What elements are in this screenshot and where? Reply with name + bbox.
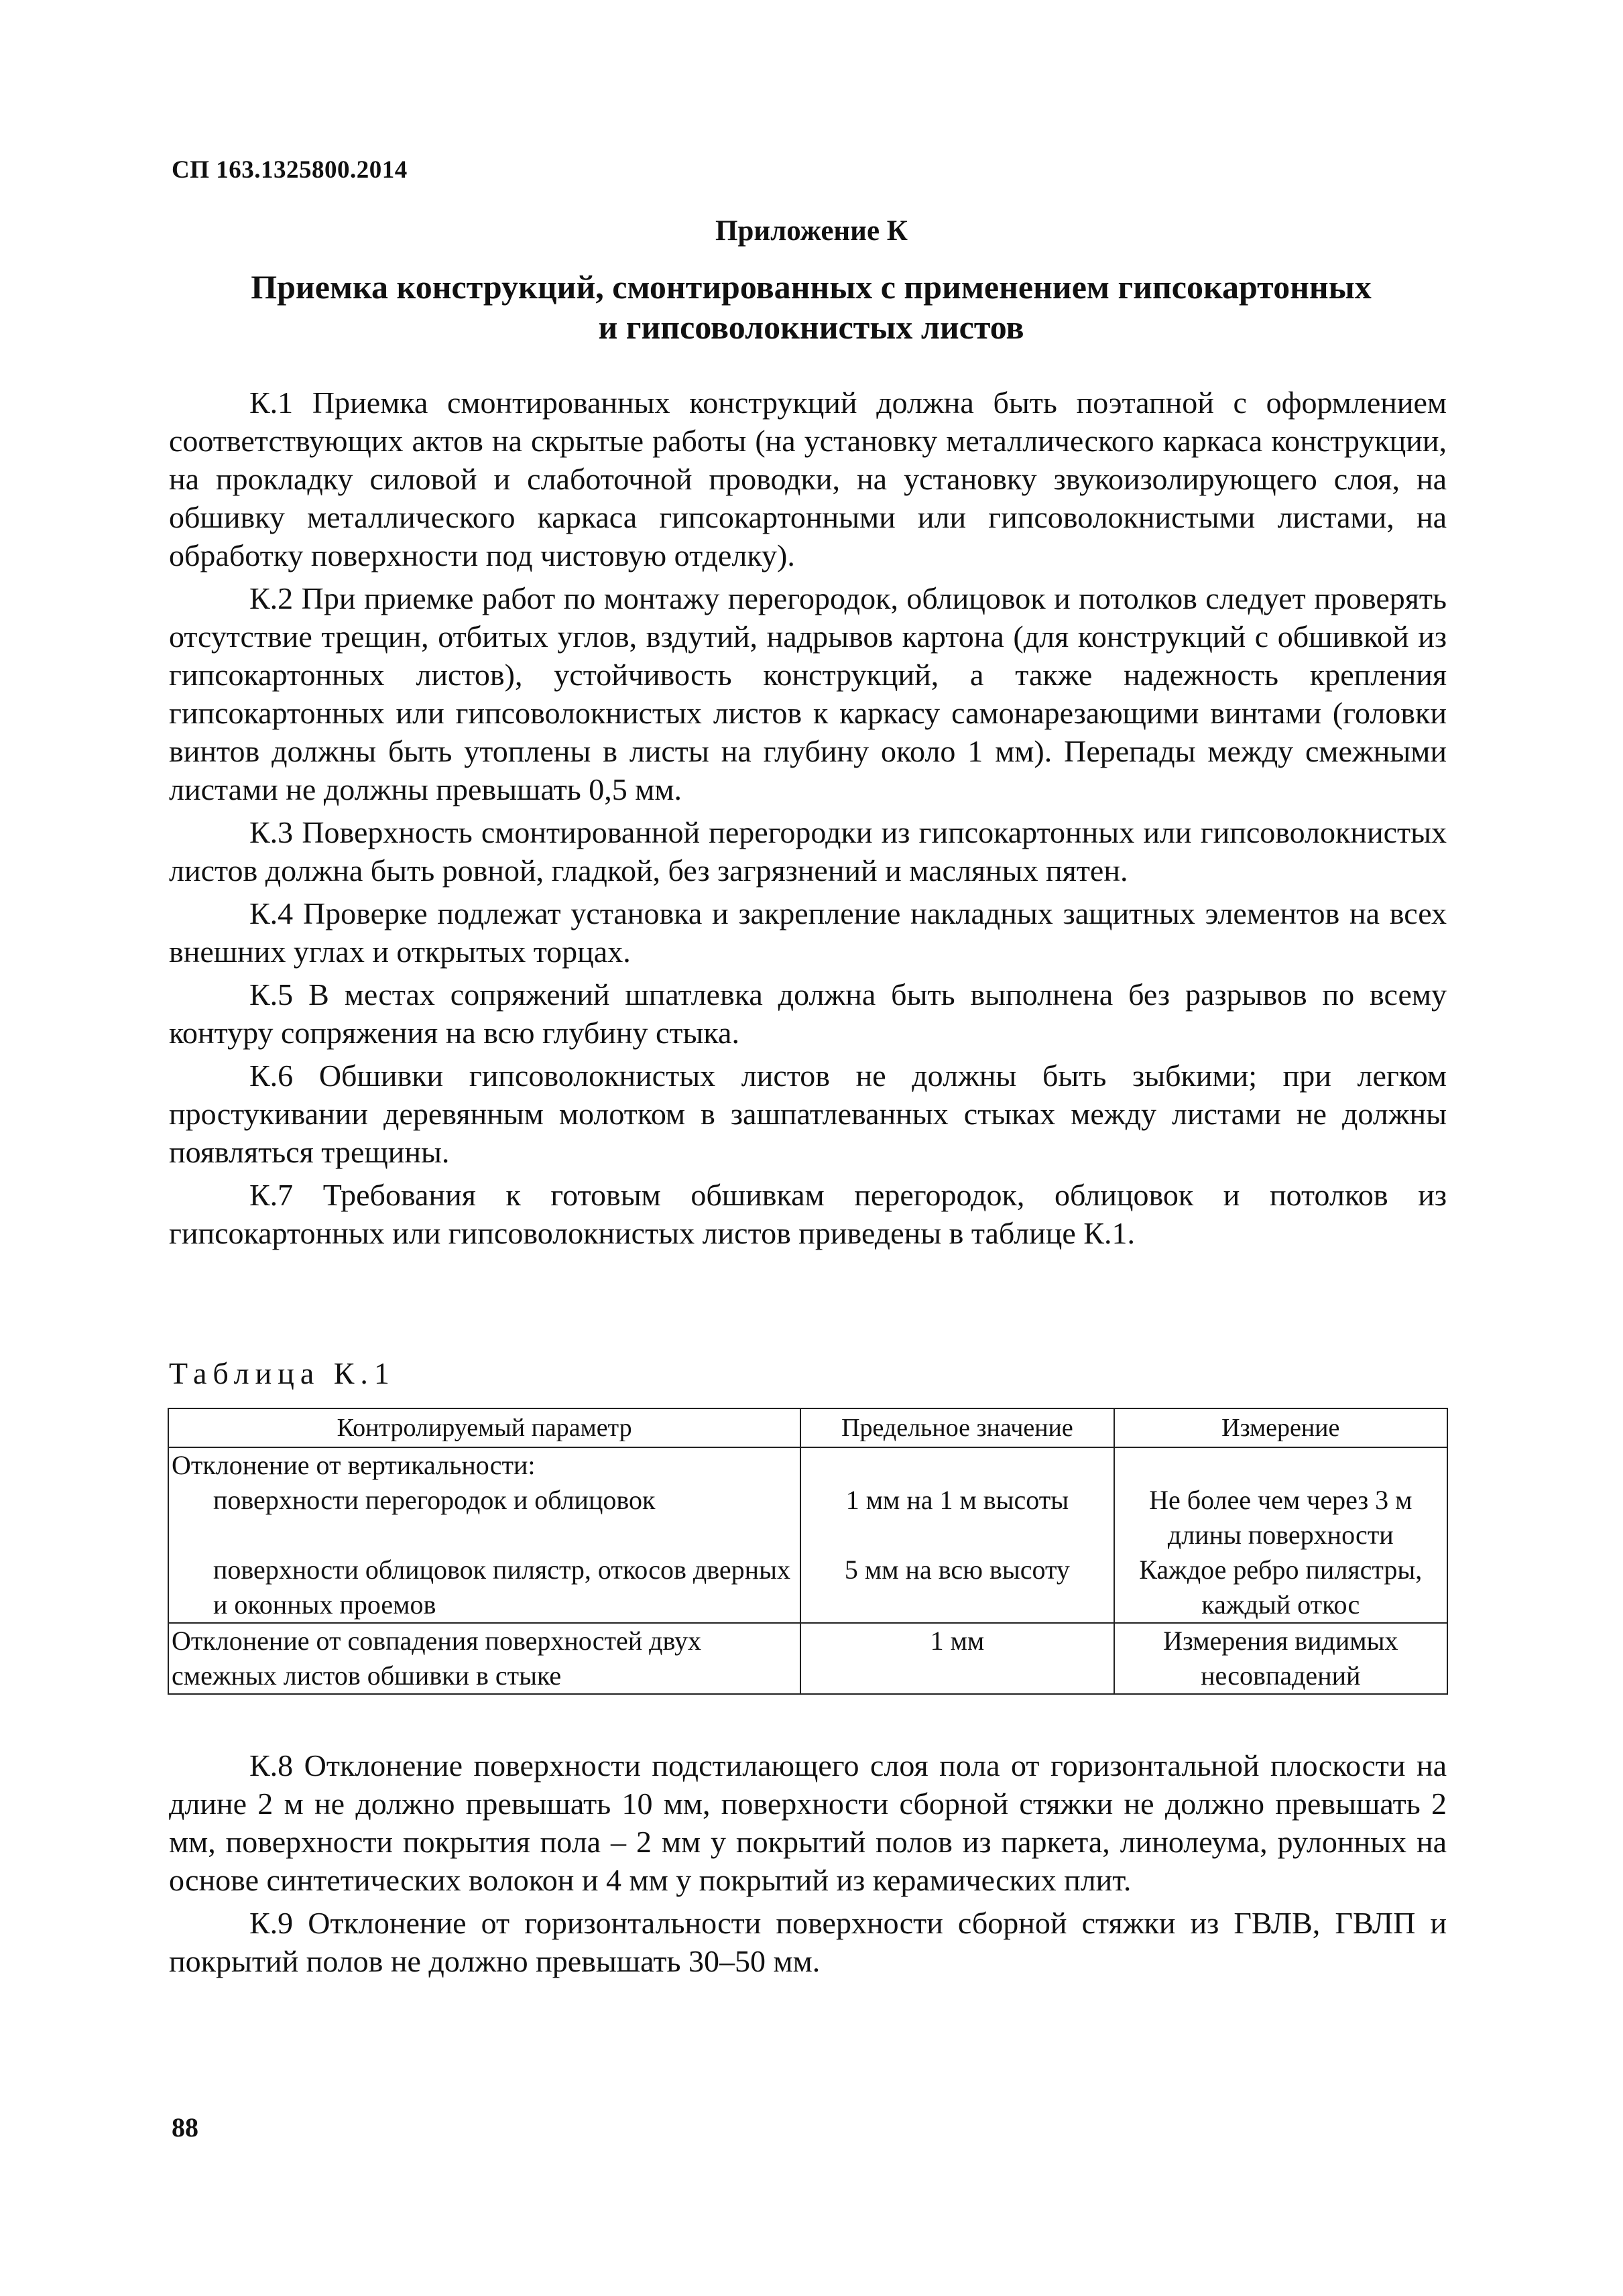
group-title-cell: Отклонение от вертикальности: bbox=[168, 1447, 800, 1483]
table-row bbox=[168, 1447, 1447, 1483]
limit-cell: 1 мм на 1 м высоты bbox=[800, 1483, 1114, 1553]
appendix-title bbox=[188, 267, 1435, 347]
header-measurement: Измерение bbox=[1114, 1408, 1447, 1447]
table-container bbox=[168, 1408, 1448, 1695]
paragraph-k7: К.7 Требования к готовым обшивкам перегородок, облицовок и потолков из гипсокартонных или гипсоволокнистых листов приведены в таблице К.1. bbox=[169, 1178, 1447, 1250]
paragraph-k8: К.8 Отклонение поверхности подстилающего слоя пола от горизонтальной плоскости на длине 2 м не должно превышать 10 мм, поверхности сборной стяжки не должно превышать 2 мм, поверхности покрытия пола – 2 мм у покрытий полов из паркета, линолеума, рулонных на основе синтетических волокон и 4 мм у покрытий из керамических плит. bbox=[169, 1748, 1447, 1897]
lower-body-text bbox=[169, 1746, 1447, 1980]
appendix-title-line-1: Приемка конструкций, смонтированных с применением гипсокартонных bbox=[251, 268, 1372, 306]
paragraph-k1: К.1 Приемка смонтированных конструкций должна быть поэтапной с оформлением соответствующих актов на скрытые работы (на установку металлического каркаса конструкции, на прокладку силовой и слаботочной проводки, на установку звукоизолирующего слоя, на обшивку металлического каркаса гипсокартонными или гипсоволокнистыми листами, на обработку поверхности под чистовую отделку). bbox=[169, 385, 1447, 572]
paragraph-k9: К.9 Отклонение от горизонтальности поверхности сборной стяжки из ГВЛВ, ГВЛП и покрытий полов не должно превышать 30–50 мм. bbox=[169, 1906, 1447, 1978]
page-number: 88 bbox=[172, 2112, 198, 2142]
paragraph-k3: К.3 Поверхность смонтированной перегородки из гипсокартонных или гипсоволокнистых листов должна быть ровной, гладкой, без загрязнений и масляных пятен. bbox=[169, 815, 1447, 888]
table-header-row bbox=[168, 1408, 1447, 1447]
spec-table bbox=[168, 1408, 1448, 1695]
limit-cell: 1 мм bbox=[800, 1623, 1114, 1694]
table-row bbox=[168, 1623, 1447, 1694]
header-limit: Предельное значение bbox=[800, 1408, 1114, 1447]
empty-cell bbox=[1114, 1447, 1447, 1483]
document-code: СП 163.1325800.2014 bbox=[172, 156, 408, 184]
appendix-label: Приложение К bbox=[715, 215, 908, 247]
appendix-title-line-2: и гипсоволокнистых листов bbox=[598, 308, 1024, 346]
measure-cell: Не более чем через 3 м длины поверхности bbox=[1114, 1483, 1447, 1553]
table-row bbox=[168, 1483, 1447, 1553]
paragraph-k4: К.4 Проверке подлежат установка и закрепление накладных защитных элементов на всех внешних углах и открытых торцах. bbox=[169, 896, 1447, 969]
paragraph-k6: К.6 Обшивки гипсоволокнистых листов не должны быть зыбкими; при легком простукивании деревянным молотком в зашпатлеванных стыках между листами не должны появляться трещины. bbox=[169, 1059, 1447, 1169]
table-caption: Таблица К.1 bbox=[169, 1356, 396, 1390]
paragraph-k5: К.5 В местах сопряжений шпатлевка должна быть выполнена без разрывов по всему контуру сопряжения на всю глубину стыка. bbox=[169, 977, 1447, 1050]
empty-cell bbox=[800, 1447, 1114, 1483]
measure-cell: Каждое ребро пилястры, каждый откос bbox=[1114, 1553, 1447, 1623]
param-cell: Отклонение от совпадения поверхностей двух смежных листов обшивки в стыке bbox=[168, 1623, 800, 1694]
body-text bbox=[169, 383, 1447, 1252]
table-row bbox=[168, 1553, 1447, 1623]
limit-cell: 5 мм на всю высоту bbox=[800, 1553, 1114, 1623]
param-cell: поверхности перегородок и облицовок bbox=[168, 1483, 800, 1553]
param-cell: поверхности облицовок пилястр, откосов дверных и оконных проемов bbox=[168, 1553, 800, 1623]
paragraph-k2: К.2 При приемке работ по монтажу перегородок, облицовок и потолков следует проверять отсутствие трещин, отбитых углов, вздутий, надрывов картона (для конструкций с обшивкой из гипсокартонных листов), устойчивость конструкций, а также надежность крепления гипсокартонных или гипсоволокнистых листов к каркасу самонарезающими винтами (головки винтов должны быть утоплены в листы на глубину около 1 мм). Перепады между смежными листами не должны превышать 0,5 мм. bbox=[169, 581, 1447, 806]
header-parameter: Контролируемый параметр bbox=[168, 1408, 800, 1447]
measure-cell: Измерения видимых несовпадений bbox=[1114, 1623, 1447, 1694]
